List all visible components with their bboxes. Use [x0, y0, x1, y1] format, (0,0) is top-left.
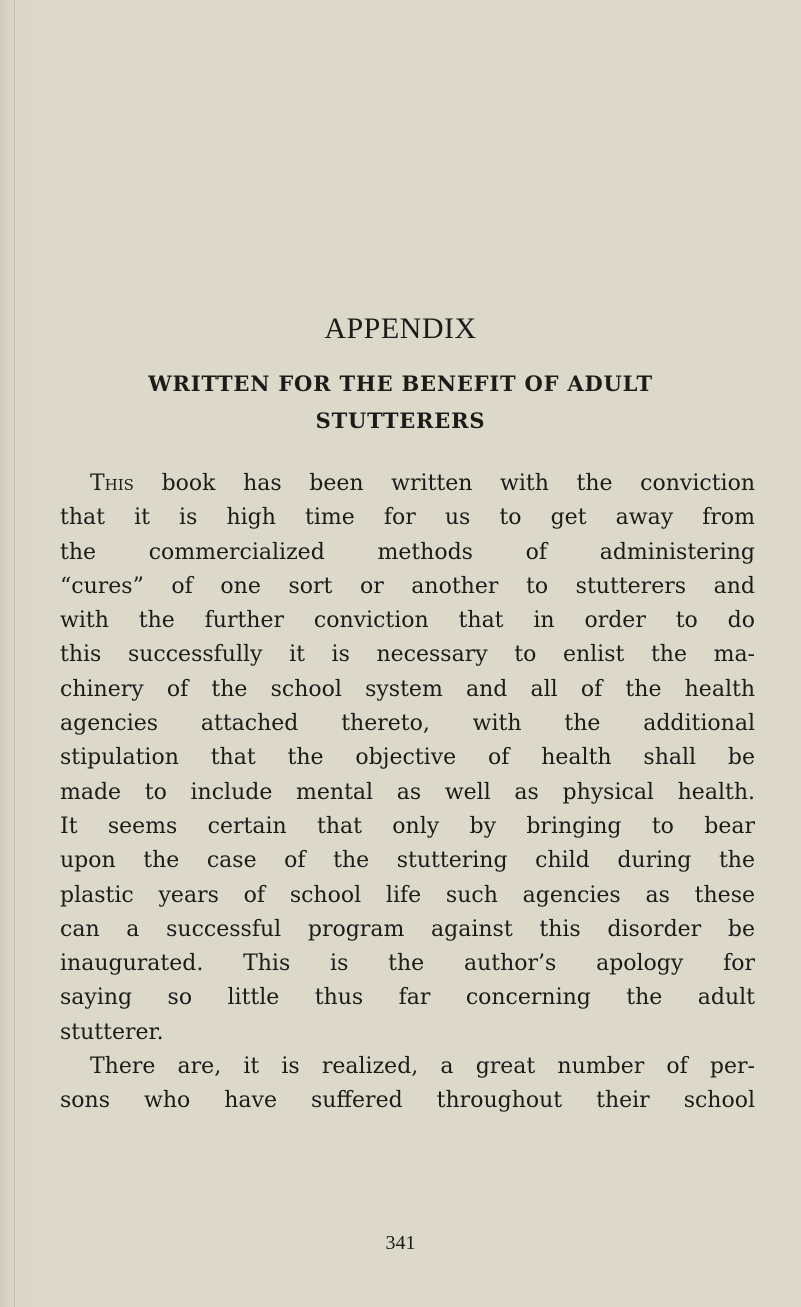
- page-number: 341: [385, 1232, 416, 1254]
- section-heading: [0, 365, 801, 439]
- text-line: saying so little thus far concerning the adult: [60, 985, 755, 1011]
- text-line: agencies attached thereto, with the additional: [60, 711, 755, 737]
- small-caps-opening-word: This: [90, 471, 134, 496]
- text-line: that it is high time for us to get away from: [60, 505, 755, 531]
- text-line: inaugurated. This is the author’s apology for: [60, 951, 755, 977]
- text-line: the commercialized methods of administering: [60, 539, 755, 565]
- text-line: stutterer.: [60, 1019, 164, 1045]
- body-text: [60, 467, 755, 1119]
- text-line: It seems certain that only by bringing to bear: [60, 813, 755, 839]
- page-gutter-shadow: [14, 0, 15, 1307]
- page-title: APPENDIX: [324, 312, 477, 345]
- text-line: sons who have suffered throughout their school: [60, 1088, 755, 1114]
- text-line: plastic years of school life such agencies as these: [60, 882, 755, 908]
- text-line: This book has been written with the conviction: [90, 471, 755, 496]
- section-heading-line-1: WRITTEN FOR THE BENEFIT OF ADULT: [148, 371, 653, 396]
- text-line: There are, it is realized, a great number of per-: [90, 1054, 755, 1080]
- text-line: with the further conviction that in order to do: [60, 608, 755, 634]
- text-line: this successfully it is necessary to enlist the ma-: [60, 642, 755, 668]
- text-line: chinery of the school system and all of the health: [60, 676, 755, 702]
- section-heading-line-2: STUTTERERS: [315, 408, 486, 433]
- text-line: can a successful program against this disorder be: [60, 916, 755, 942]
- text-line: upon the case of the stuttering child during the: [60, 848, 755, 874]
- text-line: made to include mental as well as physical health.: [60, 779, 755, 805]
- text-line: “cures” of one sort or another to stutterers and: [60, 573, 755, 599]
- text-line: stipulation that the objective of health shall be: [60, 745, 755, 771]
